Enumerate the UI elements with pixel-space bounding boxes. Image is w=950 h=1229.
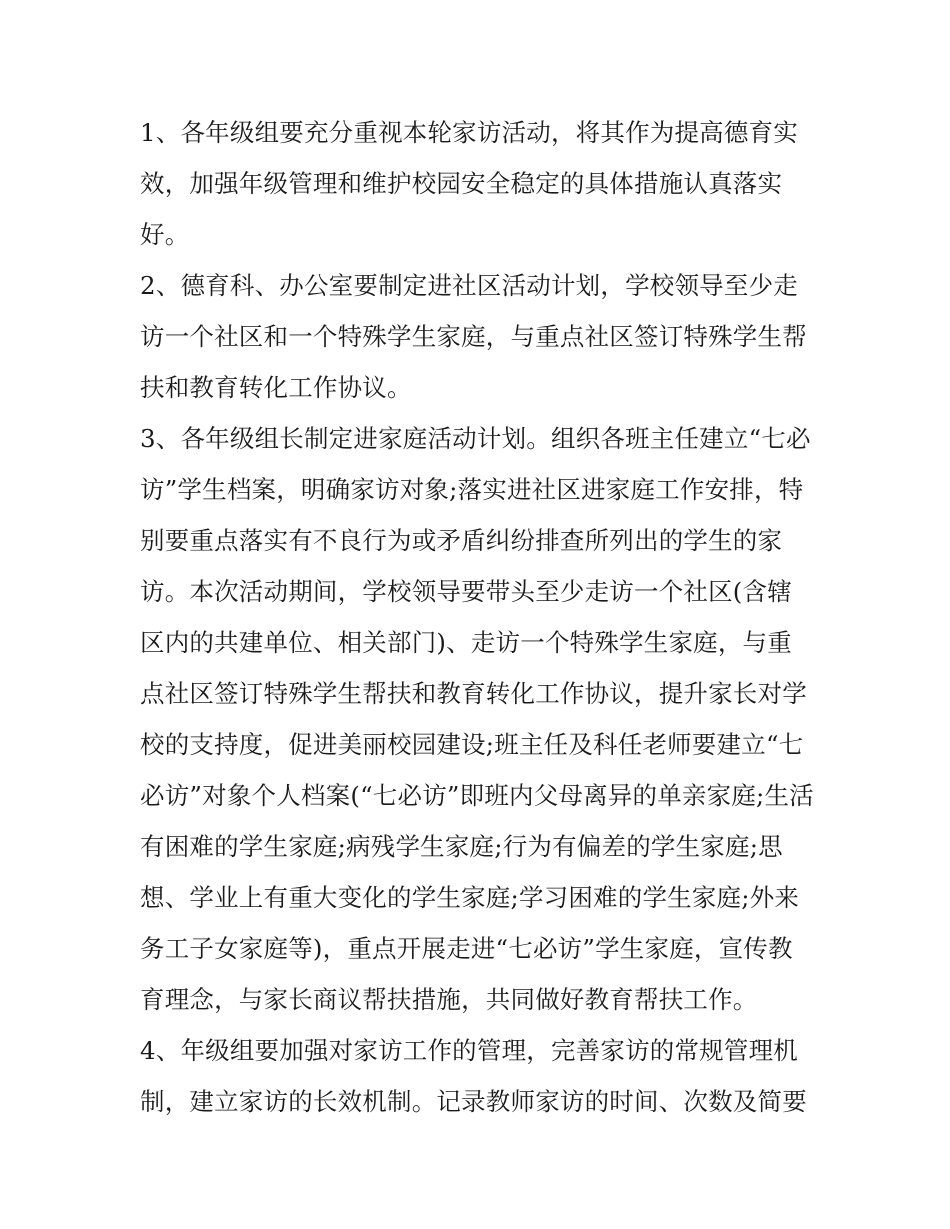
document-body <box>140 107 820 1127</box>
text-line: 访一个社区和一个特殊学生家庭，与重点社区签订特殊学生帮 <box>140 322 807 351</box>
text-line: 访”学生档案，明确家访对象;落实进社区进家庭工作安排，特 <box>140 475 804 504</box>
text-line: 必访”对象个人档案(“七必访”即班内父母离异的单亲家庭;生活 <box>140 781 814 810</box>
text-line: 区内的共建单位、相关部门)、走访一个特殊学生家庭，与重 <box>140 628 792 657</box>
text-line: 2、德育科、办公室要制定进社区活动计划，学校领导至少走 <box>140 271 798 300</box>
text-line: 访。本次活动期间，学校领导要带头至少走访一个社区(含辖 <box>140 577 792 606</box>
text-line: 效，加强年级管理和维护校园安全稳定的具体措施认真落实 <box>140 169 783 198</box>
text-line: 别要重点落实有不良行为或矛盾纠纷排查所列出的学生的家 <box>140 526 783 555</box>
text-line: 校的支持度，促进美丽校园建设;班主任及科任老师要建立“七 <box>140 730 804 759</box>
text-line: 4、年级组要加强对家访工作的管理，完善家访的常规管理机 <box>140 1036 798 1065</box>
text-line: 1、各年级组要充分重视本轮家访活动，将其作为提高德育实 <box>140 118 798 147</box>
text-line: 点社区签订特殊学生帮扶和教育转化工作协议，提升家长对学 <box>140 679 807 708</box>
text-line: 扶和教育转化工作协议。 <box>140 373 412 402</box>
text-line: 制，建立家访的长效机制。记录教师家访的时间、次数及简要 <box>140 1087 807 1116</box>
text-line: 有困难的学生家庭;病残学生家庭;行为有偏差的学生家庭;思 <box>140 832 783 861</box>
text-line: 务工子女家庭等)，重点开展走进“七必访”学生家庭，宣传教 <box>140 934 793 963</box>
text-line: 育理念，与家长商议帮扶措施，共同做好教育帮扶工作。 <box>140 985 758 1014</box>
text-line: 3、各年级组长制定进家庭活动计划。组织各班主任建立“七必 <box>140 424 811 453</box>
text-line: 好。 <box>140 220 190 249</box>
text-line: 想、学业上有重大变化的学生家庭;学习困难的学生家庭;外来 <box>140 883 800 912</box>
